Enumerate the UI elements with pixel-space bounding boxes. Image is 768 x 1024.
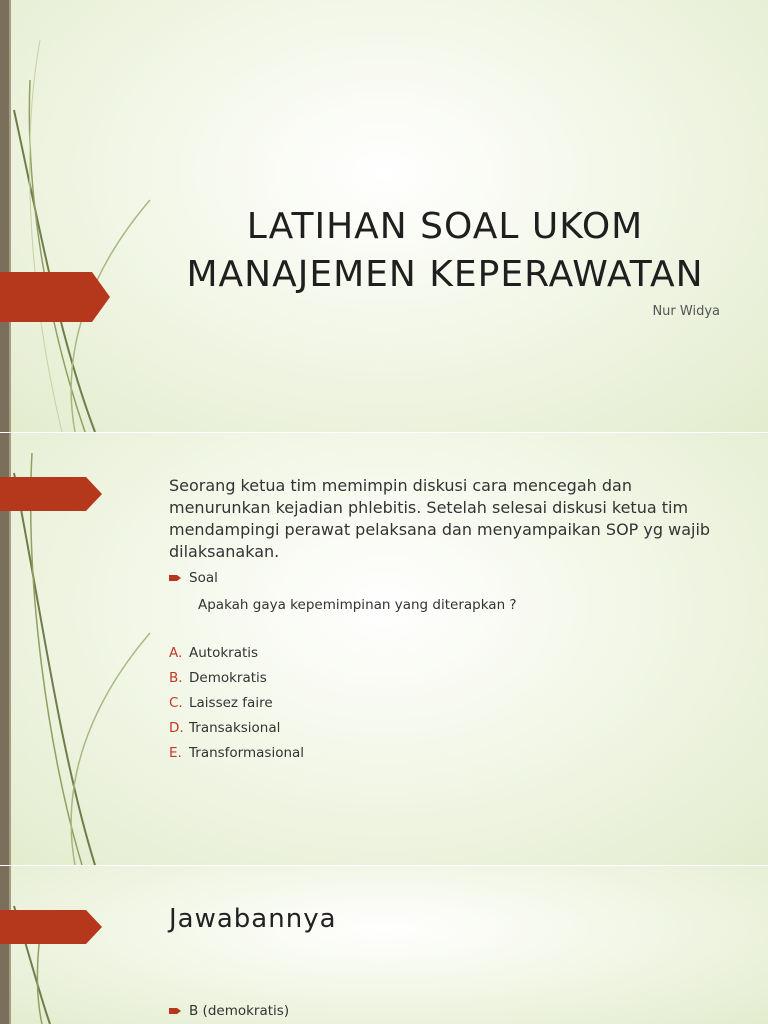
swoosh-decoration (0, 866, 200, 1024)
title-tab-marker (0, 272, 112, 322)
arrow-bullet-icon (169, 574, 181, 582)
arrow-bullet-icon (169, 1007, 181, 1015)
option-letter: A. (169, 645, 183, 661)
slide-title-line2: MANAJEMEN KEPERAWATAN (186, 254, 704, 295)
left-bar (0, 0, 11, 432)
option-e (169, 745, 304, 770)
option-letter: D. (169, 720, 184, 736)
slide-answer (0, 866, 768, 1024)
option-text: Transaksional (189, 720, 281, 736)
option-b (169, 670, 304, 695)
option-letter: C. (169, 695, 183, 711)
answer-tab-marker (0, 910, 104, 944)
option-text: Laissez faire (189, 695, 273, 711)
option-text: Demokratis (189, 670, 267, 686)
bullet-label: Soal (189, 570, 218, 586)
option-c (169, 695, 304, 720)
left-bar (0, 866, 11, 1024)
answer-options (169, 645, 304, 770)
question-tab-marker (0, 477, 104, 511)
option-d (169, 720, 304, 745)
author-name: Nur Widya (652, 304, 720, 319)
answer-heading: Jawabannya (169, 904, 337, 934)
slide-title (0, 0, 768, 432)
sub-question: Apakah gaya kepemimpinan yang diterapkan ? (198, 597, 517, 613)
slide-question (0, 433, 768, 865)
option-letter: E. (169, 745, 182, 761)
option-text: Transformasional (189, 745, 305, 761)
bullet-answer (169, 1003, 289, 1019)
option-letter: B. (169, 670, 183, 686)
option-a (169, 645, 304, 670)
bullet-soal (169, 570, 218, 586)
slide-title-line1: LATIHAN SOAL UKOM (246, 206, 644, 247)
option-text: Autokratis (189, 645, 259, 661)
answer-text: B (demokratis) (189, 1003, 290, 1019)
question-text: Seorang ketua tim memimpin diskusi cara mencegah dan menurunkan kejadian phlebitis. Setelah selesai diskusi ketua tim mendampingi perawat pelaksana dan menyampaikan SOP yg wajib dilaksanakan. (169, 476, 711, 561)
